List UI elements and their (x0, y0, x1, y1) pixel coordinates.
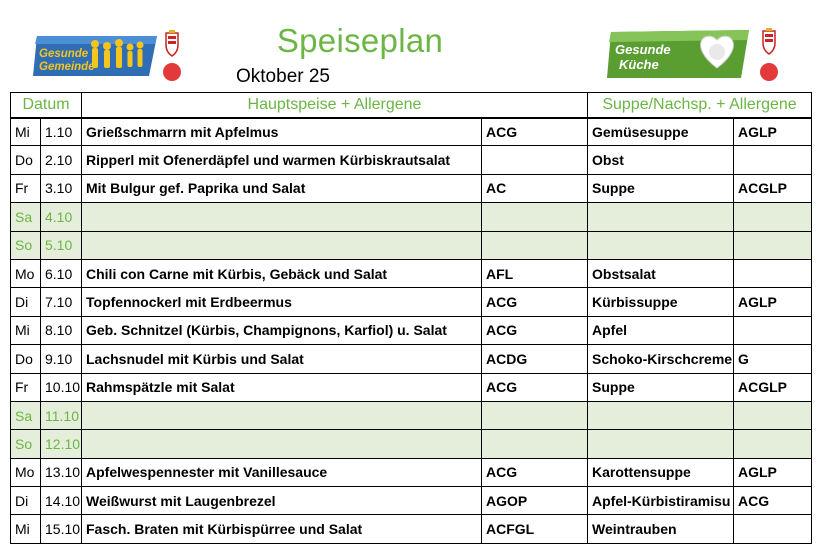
header-soup-dessert: Suppe/Nachsp. + Allergene (588, 93, 812, 118)
main-dish-cell (82, 430, 482, 458)
date-cell: 14.10 (41, 487, 82, 515)
soup-cell (588, 430, 734, 458)
soup-cell: Suppe (588, 373, 734, 401)
table-row (11, 146, 812, 174)
soup-cell (588, 401, 734, 429)
table-row (11, 430, 812, 458)
date-cell: 4.10 (41, 203, 82, 231)
main-allergens-cell: ACG (482, 458, 588, 486)
day-cell: Mo (11, 259, 41, 287)
table-row (11, 487, 812, 515)
date-cell: 15.10 (41, 515, 82, 543)
date-cell: 6.10 (41, 259, 82, 287)
main-dish-cell: Lachsnudel mit Kürbis und Salat (82, 345, 482, 373)
main-allergens-cell: ACG (482, 288, 588, 316)
table-row (11, 373, 812, 401)
date-cell: 5.10 (41, 231, 82, 259)
coat-of-arms-icon (163, 30, 181, 60)
logo-right-line2: Küche (619, 57, 659, 72)
header-date: Datum (11, 93, 82, 118)
main-dish-cell: Apfelwespennester mit Vanillesauce (82, 458, 482, 486)
soup-allergens-cell: AGLP (734, 458, 812, 486)
table-row (11, 458, 812, 486)
date-cell: 3.10 (41, 174, 82, 202)
main-allergens-cell: AFL (482, 259, 588, 287)
table-row (11, 259, 812, 287)
soup-cell: Weintrauben (588, 515, 734, 543)
page-title: Speiseplan (276, 22, 444, 59)
day-cell: Do (11, 345, 41, 373)
gesunde-gemeinde-logo (31, 34, 159, 78)
day-cell: Mi (11, 515, 41, 543)
day-cell: Sa (11, 203, 41, 231)
date-cell: 13.10 (41, 458, 82, 486)
main-allergens-cell (482, 430, 588, 458)
soup-allergens-cell: ACGLP (734, 174, 812, 202)
table-row (11, 203, 812, 231)
main-dish-cell: Rahmspätzle mit Salat (82, 373, 482, 401)
main-allergens-cell: ACFGL (482, 515, 588, 543)
date-cell: 2.10 (41, 146, 82, 174)
day-cell: Mo (11, 458, 41, 486)
table-row (11, 231, 812, 259)
main-dish-cell (82, 231, 482, 259)
main-dish-cell: Ripperl mit Ofenerdäpfel und warmen Kürbiskrautsalat (82, 146, 482, 174)
soup-cell (588, 231, 734, 259)
main-allergens-cell (482, 203, 588, 231)
main-dish-cell: Geb. Schnitzel (Kürbis, Champignons, Karfiol) u. Salat (82, 316, 482, 344)
table-row (11, 515, 812, 543)
oe-badge-icon (760, 63, 778, 81)
soup-allergens-cell (734, 203, 812, 231)
table-header-row (11, 93, 812, 118)
day-cell: Sa (11, 401, 41, 429)
soup-allergens-cell (734, 231, 812, 259)
date-cell: 8.10 (41, 316, 82, 344)
main-dish-cell: Chili con Carne mit Kürbis, Gebäck und Salat (82, 259, 482, 287)
soup-cell: Schoko-Kirschcreme (588, 345, 734, 373)
main-allergens-cell: ACG (482, 373, 588, 401)
table-row (11, 288, 812, 316)
oe-badge-icon (163, 63, 181, 81)
coat-of-arms-icon (760, 28, 778, 58)
logo-right-line1: Gesunde (615, 42, 671, 57)
main-dish-cell: Weißwurst mit Laugenbrezel (82, 487, 482, 515)
main-allergens-cell (482, 401, 588, 429)
day-cell: Do (11, 146, 41, 174)
soup-allergens-cell: G (734, 345, 812, 373)
soup-allergens-cell (734, 146, 812, 174)
soup-allergens-cell: AGLP (734, 288, 812, 316)
meal-plan-table (10, 92, 812, 544)
day-cell: So (11, 231, 41, 259)
soup-allergens-cell: ACGLP (734, 373, 812, 401)
main-dish-cell (82, 401, 482, 429)
soup-cell: Karottensuppe (588, 458, 734, 486)
day-cell: Di (11, 487, 41, 515)
main-dish-cell: Fasch. Braten mit Kürbispürree und Salat (82, 515, 482, 543)
soup-allergens-cell (734, 430, 812, 458)
main-allergens-cell: AC (482, 174, 588, 202)
soup-allergens-cell (734, 515, 812, 543)
table-row (11, 118, 812, 146)
table-row (11, 345, 812, 373)
soup-allergens-cell: AGLP (734, 118, 812, 146)
soup-cell: Obst (588, 146, 734, 174)
table-row (11, 316, 812, 344)
main-dish-cell: Grießschmarrn mit Apfelmus (82, 118, 482, 146)
soup-allergens-cell (734, 259, 812, 287)
main-allergens-cell: ACDG (482, 345, 588, 373)
main-allergens-cell: AGOP (482, 487, 588, 515)
main-allergens-cell: ACG (482, 118, 588, 146)
main-allergens-cell: ACG (482, 316, 588, 344)
month-label: Oktober 25 (236, 66, 330, 87)
day-cell: Fr (11, 174, 41, 202)
main-allergens-cell (482, 146, 588, 174)
soup-cell: Apfel-Kürbistiramisu (588, 487, 734, 515)
day-cell: Mi (11, 316, 41, 344)
soup-cell: Apfel (588, 316, 734, 344)
gesunde-kueche-logo (605, 28, 751, 80)
soup-allergens-cell (734, 401, 812, 429)
date-cell: 11.10 (41, 401, 82, 429)
main-dish-cell (82, 203, 482, 231)
logo-left-line2: Gemeinde (39, 61, 95, 73)
day-cell: Di (11, 288, 41, 316)
main-dish-cell: Mit Bulgur gef. Paprika und Salat (82, 174, 482, 202)
day-cell: Mi (11, 118, 41, 146)
day-cell: Fr (11, 373, 41, 401)
soup-allergens-cell: ACG (734, 487, 812, 515)
date-cell: 12.10 (41, 430, 82, 458)
main-allergens-cell (482, 231, 588, 259)
date-cell: 1.10 (41, 118, 82, 146)
soup-allergens-cell (734, 316, 812, 344)
day-cell: So (11, 430, 41, 458)
soup-cell (588, 203, 734, 231)
logo-left-line1: Gesunde (39, 48, 89, 60)
table-row (11, 174, 812, 202)
soup-cell: Suppe (588, 174, 734, 202)
soup-cell: Kürbissuppe (588, 288, 734, 316)
table-row (11, 401, 812, 429)
header-main-dish: Hauptspeise + Allergene (82, 93, 588, 118)
date-cell: 10.10 (41, 373, 82, 401)
soup-cell: Obstsalat (588, 259, 734, 287)
soup-cell: Gemüsesuppe (588, 118, 734, 146)
main-dish-cell: Topfennockerl mit Erdbeermus (82, 288, 482, 316)
date-cell: 7.10 (41, 288, 82, 316)
date-cell: 9.10 (41, 345, 82, 373)
